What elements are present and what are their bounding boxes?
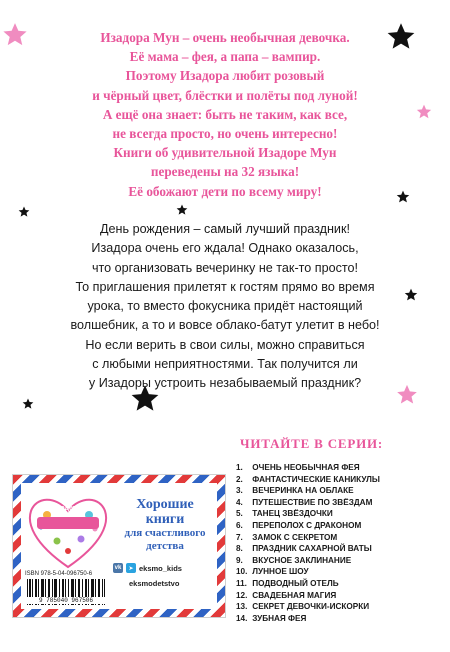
series-item-number: 2.	[236, 474, 243, 484]
series-item	[236, 555, 446, 567]
series-item-title: ПОДВОДНЫЙ ОТЕЛЬ	[252, 578, 339, 588]
series-list	[236, 462, 446, 624]
series-item	[236, 474, 446, 486]
series-item-title: ПРАЗДНИК САХАРНОЙ ВАТЫ	[252, 544, 372, 554]
vk-icon: vk	[114, 565, 122, 571]
series-item	[236, 578, 446, 590]
description-line: волшебник, а то и вовсе облако-батут улетит в небо!	[70, 318, 380, 333]
series-item	[236, 601, 446, 613]
series-item-number: 7.	[236, 532, 243, 542]
slogan-line: детства	[146, 540, 184, 552]
intro-line: Её мама – фея, а папа – вампир.	[129, 49, 321, 65]
social-links	[113, 561, 217, 588]
description-line: у Изадоры устроить незабываемый праздник?	[88, 376, 362, 391]
series-item	[236, 508, 446, 520]
intro-line: не всегда просто, но очень интересно!	[112, 126, 338, 142]
series-item-number: 10.	[236, 567, 248, 577]
series-item-title: ЗУБНАЯ ФЕЯ	[252, 613, 307, 623]
description-line: Изадора очень его ждала! Однако оказалось,	[91, 241, 359, 256]
series-item	[236, 520, 446, 532]
series-item-title: СВАДЕБНАЯ МАГИЯ	[252, 590, 337, 600]
slogan-line: Хорошие	[136, 497, 194, 512]
series-item-title: ЛУННОЕ ШОУ	[252, 567, 309, 577]
series-item-number: 1.	[236, 463, 243, 472]
series-item-number: 4.	[236, 497, 243, 507]
publisher-envelope	[12, 474, 226, 618]
barcode-number: 9 785040 967506	[25, 597, 107, 604]
series-item-title: СЕКРЕТ ДЕВОЧКИ-ИСКОРКИ	[252, 602, 370, 612]
description-line: что организовать вечеринку не так-то просто!	[91, 260, 359, 275]
description-line: День рождения – самый лучший праздник!	[100, 222, 350, 236]
series-item-number: 14.	[236, 613, 248, 623]
series-item-title: ПЕРЕПОЛОХ С ДРАКОНОМ	[252, 520, 362, 530]
series-item-title: ОЧЕНЬ НЕОБЫЧНАЯ ФЕЯ	[252, 463, 360, 472]
series-item	[236, 532, 446, 544]
intro-line: и чёрный цвет, блёстки и полёты под луной!	[92, 87, 358, 103]
series-item-title: ВЕЧЕРИНКА НА ОБЛАКЕ	[252, 486, 354, 496]
series-title: ЧИТАЙТЕ В СЕРИИ:	[240, 436, 384, 451]
series-item-number: 11.	[236, 578, 247, 588]
description-line: Но если верить в свои силы, можно справиться	[85, 337, 365, 352]
telegram-icon: ➤	[126, 563, 136, 573]
pink-star-icon	[2, 22, 28, 48]
social-handle: eksmo_kids	[139, 563, 182, 573]
envelope-inner	[21, 483, 217, 609]
series-item-title: ФАНТАСТИЧЕСКИЕ КАНИКУЛЫ	[252, 474, 380, 484]
series-item	[236, 566, 446, 578]
series-item-title: ПУТЕШЕСТВИЕ ПО ЗВЁЗДАМ	[252, 497, 373, 507]
social-row	[113, 561, 217, 575]
series-item-number: 5.	[236, 509, 243, 519]
publisher-site: eksmodetstvo	[129, 579, 180, 588]
series-item-title: ТАНЕЦ ЗВЁЗДОЧКИ	[252, 509, 333, 519]
description-line: с любыми неприятностями. Так получится ли	[92, 357, 358, 372]
publisher-slogan	[113, 497, 217, 553]
series-item-title: ВКУСНОЕ ЗАКЛИНАНИЕ	[252, 555, 352, 565]
slogan-line: книги	[145, 512, 185, 527]
series-item-number: 12.	[236, 590, 248, 600]
intro-line: Поэтому Изадора любит розовый	[125, 68, 325, 84]
series-item-number: 8.	[236, 544, 243, 554]
series-item	[236, 543, 446, 555]
series-item	[236, 485, 446, 497]
series-item	[236, 613, 446, 625]
series-item-title: ЗАМОК С СЕКРЕТОМ	[252, 532, 338, 542]
intro-line: Её обожают дети по всему миру!	[128, 183, 322, 199]
series-item-number: 9.	[236, 555, 243, 565]
isbn: ISBN 978-5-04-096750-6	[25, 571, 93, 577]
intro-line: А ещё она знает: быть не таким, как все,	[102, 106, 348, 122]
series-item-number: 6.	[236, 520, 243, 530]
publisher-brand: эксмодетство	[44, 505, 92, 512]
intro-line: переведены на 32 языка!	[150, 164, 300, 180]
series-item	[236, 462, 446, 474]
series-item-number: 3.	[236, 486, 243, 496]
description-line: То приглашения прилетят к гостям прямо во время	[75, 279, 375, 294]
series-item-number: 13.	[236, 602, 248, 612]
star-icon	[18, 206, 30, 218]
star-icon	[22, 398, 34, 410]
intro-line: Книги об удивительной Изадоре Мун	[113, 145, 337, 161]
series-item	[236, 497, 446, 509]
pink-star-icon	[416, 104, 432, 120]
star-icon	[176, 204, 188, 216]
intro-text	[40, 28, 410, 201]
description-line: урока, то вместо фокусника придёт настоящий	[87, 299, 363, 314]
series-item	[236, 590, 446, 602]
intro-line: Изадора Мун – очень необычная девочка.	[100, 30, 350, 45]
description-text	[20, 220, 430, 394]
slogan-line: для счастливого	[124, 527, 206, 539]
